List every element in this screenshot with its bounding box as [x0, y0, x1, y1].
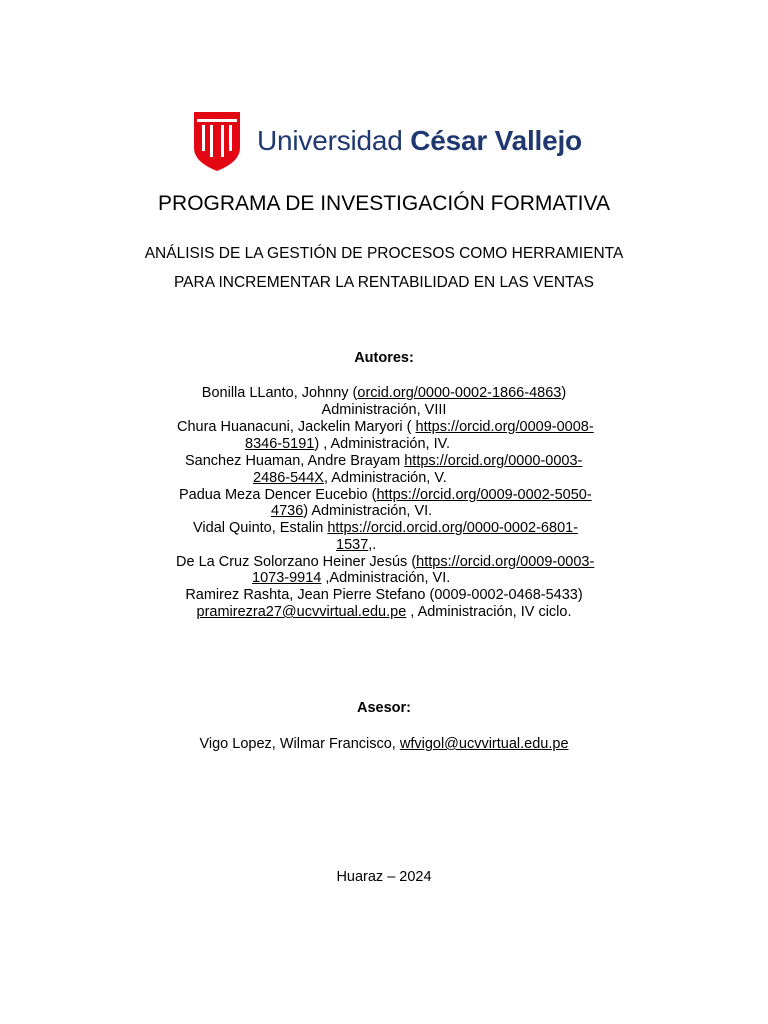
university-name-bold: César Vallejo	[410, 125, 582, 156]
author-7-email-link[interactable]: pramirezra27@ucvvirtual.edu.pe	[196, 604, 407, 620]
author-5-suffix: ,.	[368, 537, 377, 553]
author-5-line2	[336, 537, 376, 554]
asesor-heading: Asesor:	[357, 700, 411, 716]
author-5-orcid-link-cont[interactable]: 1537	[336, 537, 369, 553]
author-4-line2	[271, 503, 432, 520]
thesis-title-line1: ANÁLISIS DE LA GESTIÓN DE PROCESOS COMO HERRAMIENTA	[144, 245, 624, 262]
author-6-orcid-link[interactable]: https://orcid.org/0009-0003-	[416, 554, 595, 570]
author-5-line1	[193, 520, 578, 537]
place-date: Huaraz – 2024	[336, 869, 432, 885]
author-1-line1	[0, 385, 768, 402]
author-6-orcid-link-cont[interactable]: 1073-9914	[252, 570, 322, 586]
author-7-line1: Ramirez Rashta, Jean Pierre Stefano (0009-0002-0468-5433)	[185, 587, 583, 603]
author-4-orcid-link[interactable]: https://orcid.org/0009-0002-5050-	[376, 487, 592, 503]
author-2-orcid-link-cont[interactable]: 8346-5191	[245, 436, 315, 452]
author-3-orcid-link-cont[interactable]: 2486-544X	[253, 470, 324, 486]
asesor-email-link[interactable]: wfvigol@ucvvirtual.edu.pe	[399, 736, 569, 752]
author-6-name: De La Cruz Solorzano Heiner Jesús (	[176, 554, 417, 570]
university-logo	[193, 108, 583, 174]
author-3-name: Sanchez Huaman, Andre Brayam	[185, 453, 405, 469]
author-2-line1	[177, 419, 594, 436]
author-4-orcid-link-cont[interactable]: 4736	[271, 503, 304, 519]
program-title: PROGRAMA DE INVESTIGACIÓN FORMATIVA	[158, 192, 610, 215]
author-6-line2	[252, 570, 450, 587]
author-7-line2	[0, 604, 768, 621]
author-4-line1	[179, 487, 592, 504]
author-3-line2	[253, 470, 447, 487]
autores-heading: Autores:	[354, 350, 414, 366]
asesor-name: Vigo Lopez, Wilmar Francisco,	[199, 736, 400, 752]
ucv-shield-icon	[193, 110, 241, 172]
asesor-line	[0, 736, 768, 753]
author-5-name: Vidal Quinto, Estalin	[193, 520, 328, 536]
author-2-suffix: ) , Administración, IV.	[314, 436, 451, 452]
author-1-name: Bonilla LLanto, Johnny (	[201, 385, 358, 401]
author-2-name: Chura Huanacuni, Jackelin Maryori (	[177, 419, 416, 435]
author-1-line2: Administración, VIII	[321, 402, 447, 418]
author-1-suffix: )	[561, 385, 567, 401]
author-4-name: Padua Meza Dencer Eucebio (	[179, 487, 377, 503]
author-7-suffix: , Administración, IV ciclo.	[406, 604, 572, 620]
university-name-regular: Universidad	[257, 125, 411, 156]
author-3-line1	[185, 453, 582, 470]
author-4-suffix: ) Administración, VI.	[303, 503, 433, 519]
university-name	[257, 125, 582, 157]
author-6-suffix: ,Administración, VI.	[321, 570, 451, 586]
author-3-suffix: , Administración, V.	[323, 470, 447, 486]
author-1-orcid-link[interactable]: orcid.org/0000-0002-1866-4863	[357, 385, 562, 401]
author-2-orcid-link[interactable]: https://orcid.org/0009-0008-	[415, 419, 594, 435]
thesis-title-line2: PARA INCREMENTAR LA RENTABILIDAD EN LAS VENTAS	[173, 274, 595, 291]
author-6-line1	[176, 554, 594, 571]
author-5-orcid-link[interactable]: https://orcid.orcid.org/0000-0002-6801-	[327, 520, 579, 536]
author-3-orcid-link[interactable]: https://orcid.org/0000-0003-	[404, 453, 583, 469]
author-2-line2	[245, 436, 450, 453]
